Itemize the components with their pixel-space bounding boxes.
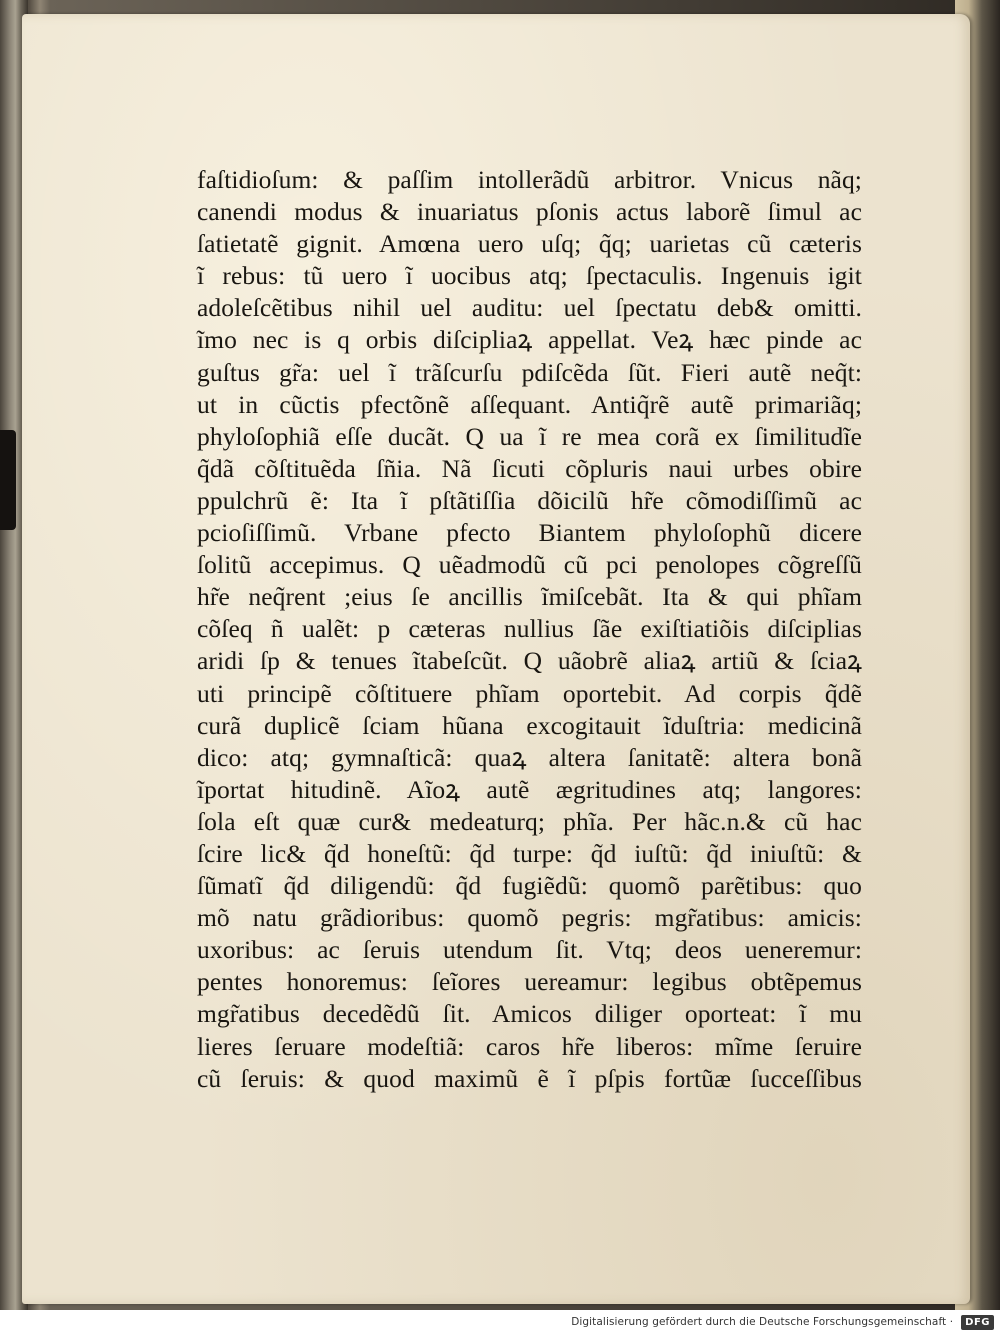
text-line: aridi ſp & tenues ĩtabeſcũt. Q uãobrẽ aliaꝝ artiũ & ſciaꝝ — [197, 646, 862, 676]
text-line: adoleſcẽtibus nihil uel auditu: uel ſpectatu deb& omitti. — [197, 293, 862, 323]
text-line: ĩ rebus: tũ uero ĩ uocibus atq; ſpectaculis. Ingenuis igit — [197, 261, 862, 291]
text-line: cũ ſeruis: & quod maximũ ẽ ĩ pſpis fortũæ ſucceſſibus — [197, 1063, 862, 1093]
funding-credit: Digitalisierung gefördert durch die Deutsche Forschungsgemeinschaft · — [571, 1316, 954, 1328]
book-page — [22, 14, 970, 1304]
text-line: cõſeq ñ ualẽt: p cæteras nullius ſãe exiſtiatiõis diſciplias — [197, 614, 862, 644]
text-line: ſũmatĩ q̃d diligendũ: q̃d fugiẽdũ: quomõ parẽtibus: quo — [197, 871, 862, 901]
text-line: ſatietatẽ gignit. Amœna uero uſq; q̃q; uarietas cũ cæteris — [197, 229, 862, 259]
text-line: phyloſophiã eſſe ducãt. Q ua ĩ re mea corã ex ſimilitudĩe — [197, 421, 862, 451]
text-line: guſtus gr̃a: uel ĩ trãſcurſu pdiſcẽda ſũt. Fieri autẽ neq̃t: — [197, 357, 862, 387]
text-line: ſcire lic& q̃d honeſtũ: q̃d turpe: q̃d iuſtũ: q̃d iniuſtũ: & — [197, 838, 862, 868]
text-line: uti principẽ cõſtituere phĩam oportebit. Ad corpis q̃dẽ — [197, 678, 862, 708]
text-line: dico: atq; gymnaſticã: quaꝝ altera ſanitatẽ: altera bonã — [197, 742, 862, 772]
latin-text-block — [197, 164, 862, 1095]
page-tab — [0, 430, 16, 530]
text-line: faſtidioſum: & paſſim intollerãdũ arbitror. Vnicus nãq; — [197, 165, 862, 194]
text-line: ſolitũ accepimus. Q uẽadmodũ cũ pci penolopes cõgreſſũ — [197, 550, 862, 580]
text-line: mõ natu grãdioribus: quomõ pegris: mgr̃atibus: amicis: — [197, 903, 862, 933]
text-line: ĩmo nec is q orbis diſcipliaꝝ appellat. Veꝝ hæc pinde ac — [197, 325, 862, 355]
text-line: ſola eſt quæ cur& medeaturq; phĩa. Per hãc.n.& cũ hac — [197, 806, 862, 836]
text-line: pcioſiſſimũ. Vrbane pfecto Biantem phyloſophũ dicere — [197, 518, 862, 548]
text-line: curã duplicẽ ſciam hũana excogitauit ĩduſtria: medicinã — [197, 710, 862, 740]
text-line: canendi modus & inuariatus pſonis actus laborẽ ſimul ac — [197, 197, 862, 227]
text-line: hr̃e neq̃rent ;eius ſe ancillis ĩmiſcebãt. Ita & qui phĩam — [197, 582, 862, 612]
text-line: ppulchrũ ẽ: Ita ĩ pſtãtiſſia dõicilũ hr̃e cõmodiſſimũ ac — [197, 485, 862, 515]
text-line: lieres ſeruare modeſtiã: caros hr̃e liberos: mĩme ſeruire — [197, 1031, 862, 1061]
text-line: mgr̃atibus decedẽdũ ſit. Amicos diliger oporteat: ĩ mu — [197, 999, 862, 1029]
text-line: ut in cũctis pfectõnẽ aſſequant. Antiq̃rẽ autẽ primariãq; — [197, 389, 862, 419]
text-line: pentes honoremus: ſeĩores uereamur: legibus obtẽpemus — [197, 967, 862, 997]
digitization-footer — [0, 1310, 1000, 1334]
dfg-logo: DFG — [961, 1315, 994, 1330]
text-line: q̃dã cõſtituẽda ſñia. Nã ſicuti cõpluris naui urbes obire — [197, 453, 862, 483]
text-line: ĩportat hitudinẽ. Aĩoꝝ autẽ ægritudines atq; langores: — [197, 774, 862, 804]
text-line: uxoribus: ac ſeruis utendum ſit. Vtq; deos ueneremur: — [197, 935, 862, 965]
